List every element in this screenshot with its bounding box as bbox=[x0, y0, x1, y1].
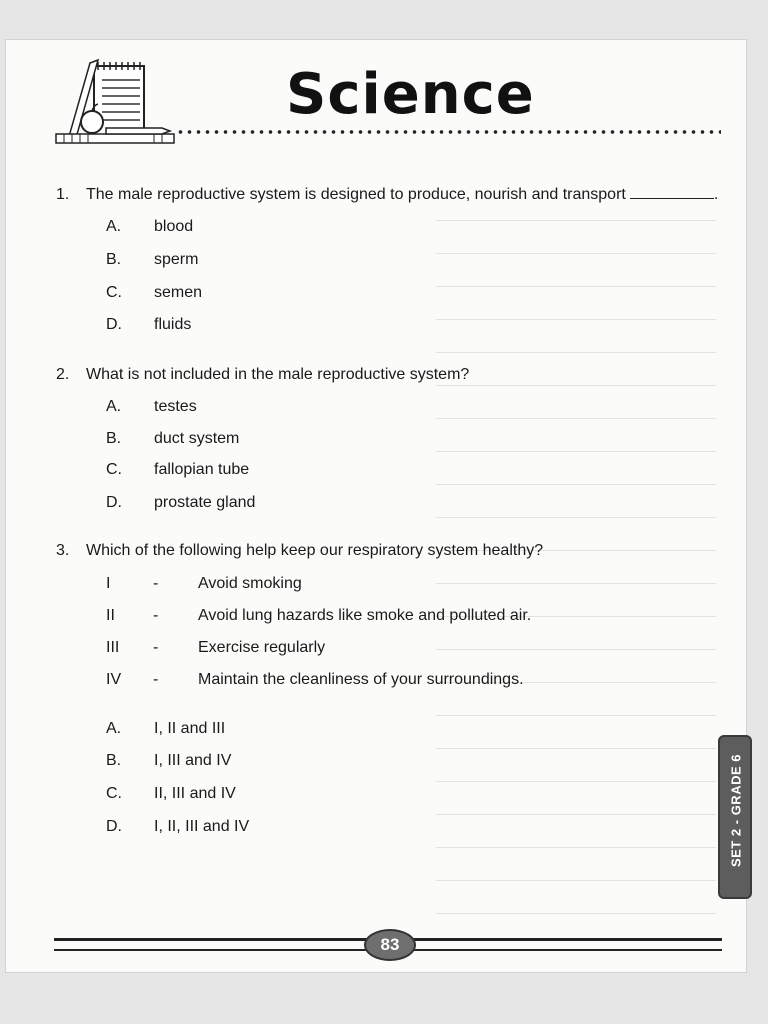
option-text: I, III and IV bbox=[154, 752, 232, 769]
statement-numeral: II bbox=[106, 607, 115, 624]
statement-text: Avoid lung hazards like smoke and polluted air. bbox=[198, 607, 532, 624]
option-letter: A. bbox=[106, 398, 122, 415]
option-text: prostate gland bbox=[154, 494, 256, 511]
option-text: sperm bbox=[154, 251, 199, 268]
question-end: . bbox=[713, 186, 719, 203]
question-2 bbox=[56, 366, 469, 384]
option-text: semen bbox=[154, 284, 203, 301]
question-text: Which of the following help keep our respiratory system healthy? bbox=[86, 542, 544, 559]
option-3d[interactable] bbox=[106, 818, 249, 836]
question-number: 2. bbox=[56, 366, 70, 383]
statement-dash: - bbox=[153, 639, 159, 656]
option-text: II, III and IV bbox=[154, 785, 236, 802]
page-number: 83 bbox=[364, 929, 416, 961]
option-letter: C. bbox=[106, 284, 122, 301]
option-letter: C. bbox=[106, 785, 122, 802]
option-2c[interactable] bbox=[106, 461, 249, 479]
question-text: What is not included in the male reproductive system? bbox=[86, 366, 470, 383]
option-letter: D. bbox=[106, 818, 122, 835]
option-1a[interactable] bbox=[106, 218, 193, 236]
statement-text: Maintain the cleanliness of your surroundings. bbox=[198, 671, 524, 688]
option-2b[interactable] bbox=[106, 430, 239, 448]
option-letter: D. bbox=[106, 494, 122, 511]
notepad-apple-ruler-icon bbox=[54, 58, 176, 150]
option-letter: B. bbox=[106, 430, 122, 447]
bleed-through-background bbox=[436, 220, 716, 920]
option-2d[interactable] bbox=[106, 494, 255, 512]
statement-text: Avoid smoking bbox=[198, 575, 302, 592]
option-letter: B. bbox=[106, 251, 122, 268]
option-text: I, II and III bbox=[154, 720, 226, 737]
answer-blank bbox=[630, 198, 714, 199]
question-text: The male reproductive system is designed to produce, nourish and transport bbox=[86, 186, 626, 203]
statement-numeral: I bbox=[106, 575, 111, 592]
option-text: I, II, III and IV bbox=[154, 818, 250, 835]
option-1d[interactable] bbox=[106, 316, 191, 334]
option-text: fluids bbox=[154, 316, 192, 333]
option-1c[interactable] bbox=[106, 284, 202, 302]
statement-i bbox=[106, 575, 302, 593]
option-letter: A. bbox=[106, 218, 122, 235]
statement-numeral: IV bbox=[106, 671, 122, 688]
side-tab-label: SET 2 - GRADE 6 bbox=[728, 754, 744, 867]
worksheet-page bbox=[6, 40, 746, 972]
question-number: 1. bbox=[56, 186, 70, 203]
statement-dash: - bbox=[153, 607, 159, 624]
grade-side-tab bbox=[718, 735, 752, 899]
statement-ii bbox=[106, 607, 531, 625]
option-2a[interactable] bbox=[106, 398, 197, 416]
option-text: blood bbox=[154, 218, 194, 235]
question-number: 3. bbox=[56, 542, 70, 559]
statement-text: Exercise regularly bbox=[198, 639, 326, 656]
question-3 bbox=[56, 542, 543, 560]
option-1b[interactable] bbox=[106, 251, 198, 269]
option-letter: B. bbox=[106, 752, 122, 769]
option-3c[interactable] bbox=[106, 785, 236, 803]
option-text: fallopian tube bbox=[154, 461, 250, 478]
option-letter: C. bbox=[106, 461, 122, 478]
statement-dash: - bbox=[153, 575, 159, 592]
statement-numeral: III bbox=[106, 639, 120, 656]
option-letter: A. bbox=[106, 720, 122, 737]
statement-iv bbox=[106, 671, 524, 689]
option-text: testes bbox=[154, 398, 197, 415]
dotted-divider bbox=[176, 128, 721, 136]
option-3a[interactable] bbox=[106, 720, 225, 738]
option-text: duct system bbox=[154, 430, 240, 447]
page-title: Science bbox=[286, 62, 535, 127]
option-3b[interactable] bbox=[106, 752, 231, 770]
question-1 bbox=[56, 186, 718, 204]
statement-dash: - bbox=[153, 671, 159, 688]
statement-iii bbox=[106, 639, 325, 657]
option-letter: D. bbox=[106, 316, 122, 333]
